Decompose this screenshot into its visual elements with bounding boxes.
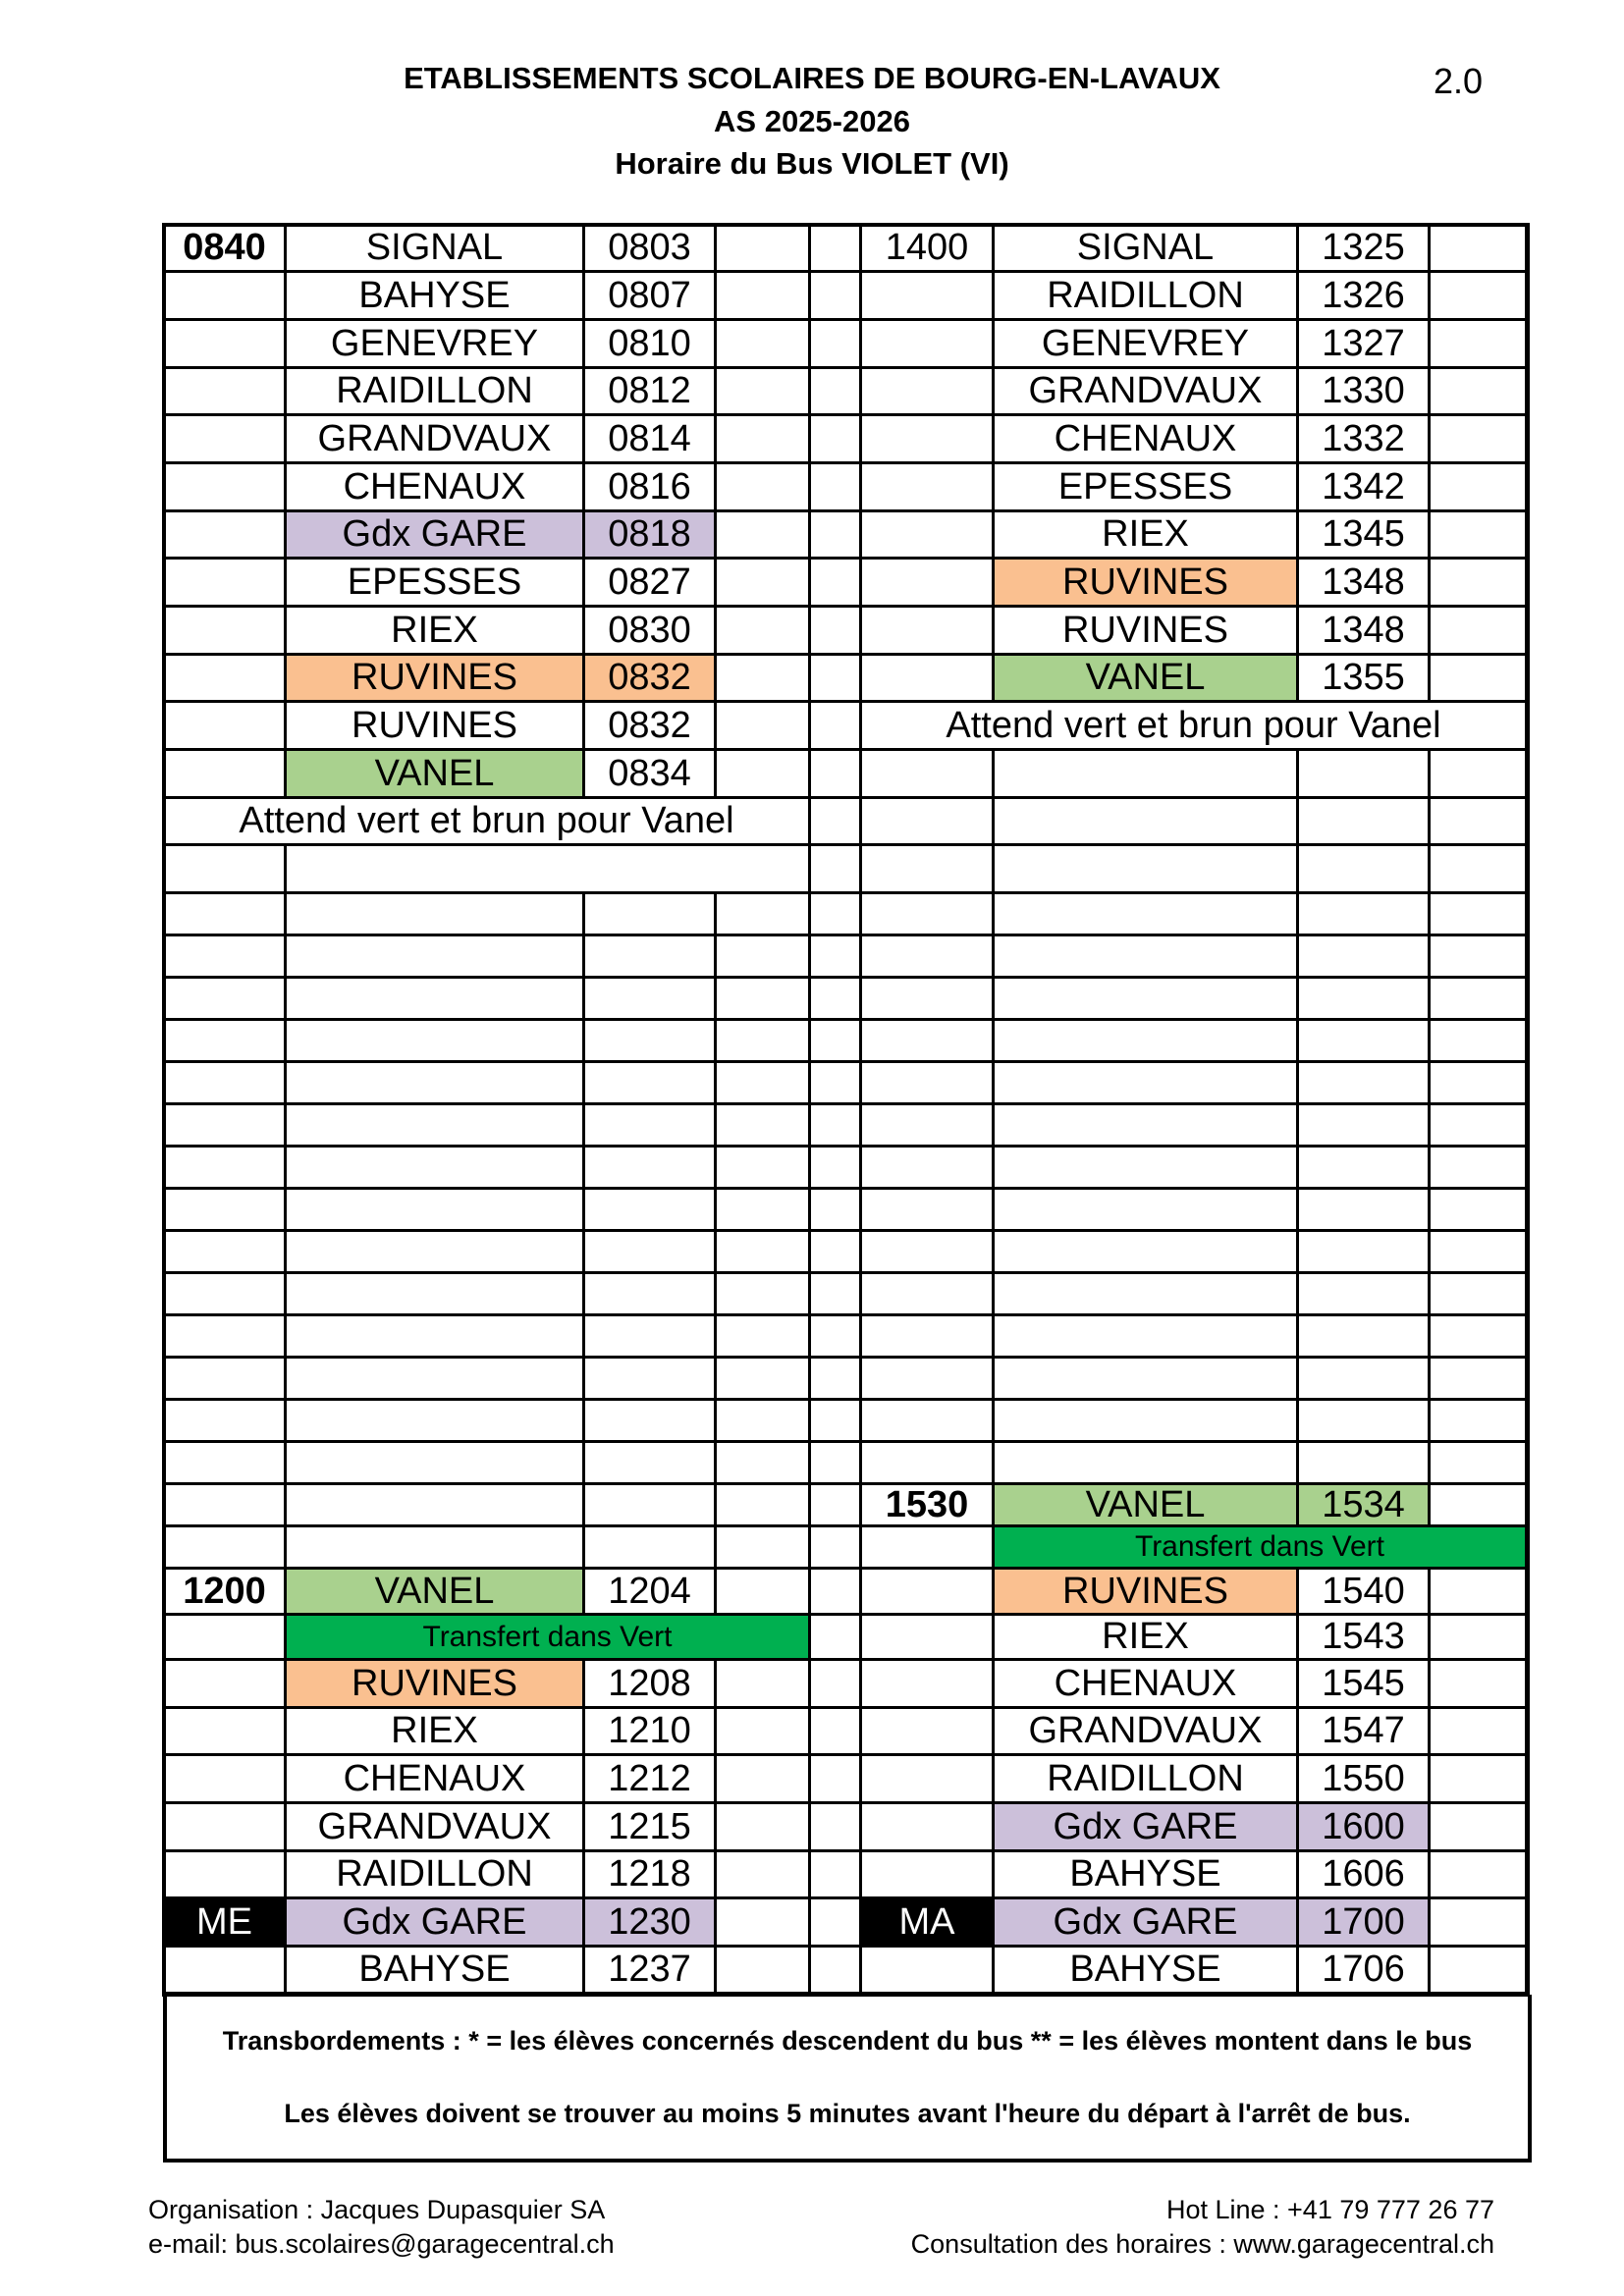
arrival-note: Les élèves doivent se trouver au moins 5 minutes avant l'heure du départ à l'arrêt de bus. bbox=[284, 2099, 1411, 2128]
stop-time: 1700 bbox=[1299, 1899, 1431, 1948]
stop-time: 1534 bbox=[1299, 1485, 1431, 1527]
stop-name: Gdx GARE bbox=[995, 1804, 1299, 1852]
stop-name: Gdx GARE bbox=[995, 1899, 1299, 1948]
stop-time: 1327 bbox=[1299, 321, 1431, 369]
stop-time: 0830 bbox=[585, 608, 717, 656]
timetable-border bbox=[162, 223, 1530, 1997]
stop-time: 1237 bbox=[585, 1948, 717, 1995]
stop-time: 0832 bbox=[585, 703, 717, 751]
footer-hotline: Hot Line : +41 79 777 26 77 bbox=[1165, 2195, 1494, 2224]
stop-time: 1215 bbox=[585, 1804, 717, 1852]
transfer-bar: Transfert dans Vert bbox=[287, 1616, 811, 1661]
stop-name: RUVINES bbox=[287, 1661, 585, 1709]
stop-time: 1325 bbox=[1299, 226, 1431, 273]
stop-name: GRANDVAUX bbox=[995, 369, 1299, 416]
stop-time: 1540 bbox=[1299, 1570, 1431, 1616]
stop-name: RIEX bbox=[287, 608, 585, 656]
footer-organisation: Organisation : Jacques Dupasquier SA bbox=[148, 2195, 606, 2224]
stop-time: 1218 bbox=[585, 1852, 717, 1899]
stop-name: EPESSES bbox=[287, 560, 585, 608]
page-title: ETABLISSEMENTS SCOLAIRES DE BOURG-EN-LAVAUX bbox=[404, 61, 1220, 95]
stop-time: 1345 bbox=[1299, 512, 1431, 560]
stop-name: RAIDILLON bbox=[287, 369, 585, 416]
stop-time: 1547 bbox=[1299, 1709, 1431, 1756]
stop-time: 1330 bbox=[1299, 369, 1431, 416]
stop-name: EPESSES bbox=[995, 464, 1299, 512]
stop-time: 1342 bbox=[1299, 464, 1431, 512]
stop-name: GENEVREY bbox=[287, 321, 585, 369]
stop-time: 0816 bbox=[585, 464, 717, 512]
stop-name: GENEVREY bbox=[995, 321, 1299, 369]
stop-name: RAIDILLON bbox=[287, 1852, 585, 1899]
departure-time: 1200 bbox=[165, 1570, 287, 1616]
stop-name: CHENAUX bbox=[287, 1756, 585, 1804]
stop-name: RAIDILLON bbox=[995, 1756, 1299, 1804]
stop-name: BAHYSE bbox=[995, 1852, 1299, 1899]
stop-name: CHENAUX bbox=[287, 464, 585, 512]
stop-time: 1208 bbox=[585, 1661, 717, 1709]
stop-time: 1348 bbox=[1299, 608, 1431, 656]
stop-name: BAHYSE bbox=[287, 273, 585, 321]
stop-time: 1348 bbox=[1299, 560, 1431, 608]
stop-name: Gdx GARE bbox=[287, 1899, 585, 1948]
stop-name: RIEX bbox=[995, 1616, 1299, 1661]
wait-note: Attend vert et brun pour Vanel bbox=[165, 799, 811, 846]
stop-time: 0814 bbox=[585, 416, 717, 464]
stop-name: RUVINES bbox=[287, 656, 585, 703]
stop-time: 0818 bbox=[585, 512, 717, 560]
stop-time: 0807 bbox=[585, 273, 717, 321]
stop-name: RIEX bbox=[995, 512, 1299, 560]
stop-name: Gdx GARE bbox=[287, 512, 585, 560]
stop-name: CHENAUX bbox=[995, 416, 1299, 464]
stop-time: 0832 bbox=[585, 656, 717, 703]
stop-name: RUVINES bbox=[995, 560, 1299, 608]
stop-time: 1230 bbox=[585, 1899, 717, 1948]
stop-time: 1210 bbox=[585, 1709, 717, 1756]
stop-time: 1600 bbox=[1299, 1804, 1431, 1852]
stop-time: 0812 bbox=[585, 369, 717, 416]
stop-name: RAIDILLON bbox=[995, 273, 1299, 321]
stop-name: VANEL bbox=[995, 1485, 1299, 1527]
stop-name: CHENAUX bbox=[995, 1661, 1299, 1709]
stop-name: VANEL bbox=[287, 1570, 585, 1616]
school-year: AS 2025-2026 bbox=[714, 104, 910, 138]
stop-name: VANEL bbox=[287, 751, 585, 799]
footer-consultation: Consultation des horaires : www.garagecentral.ch bbox=[910, 2229, 1494, 2259]
stop-time: 1212 bbox=[585, 1756, 717, 1804]
stop-time: 1543 bbox=[1299, 1616, 1431, 1661]
stop-name: SIGNAL bbox=[995, 226, 1299, 273]
stop-time: 0827 bbox=[585, 560, 717, 608]
stop-name: RUVINES bbox=[995, 608, 1299, 656]
stop-time: 1545 bbox=[1299, 1661, 1431, 1709]
stop-name: RUVINES bbox=[995, 1570, 1299, 1616]
departure-time: 1530 bbox=[862, 1485, 995, 1527]
page-subtitle: Horaire du Bus VIOLET (VI) bbox=[615, 146, 1009, 181]
departure-time: 1400 bbox=[862, 226, 995, 273]
stop-time: 1326 bbox=[1299, 273, 1431, 321]
stop-time: 1550 bbox=[1299, 1756, 1431, 1804]
stop-time: 0810 bbox=[585, 321, 717, 369]
stop-time: 1606 bbox=[1299, 1852, 1431, 1899]
stop-name: BAHYSE bbox=[995, 1948, 1299, 1995]
day-label: MA bbox=[862, 1899, 995, 1948]
stop-name: GRANDVAUX bbox=[287, 1804, 585, 1852]
transfer-bar: Transfert dans Vert bbox=[995, 1527, 1528, 1570]
stop-name: RIEX bbox=[287, 1709, 585, 1756]
version-number: 2.0 bbox=[1434, 61, 1484, 101]
stop-name: VANEL bbox=[995, 656, 1299, 703]
footer-email: e-mail: bus.scolaires@garagecentral.ch bbox=[148, 2229, 615, 2259]
stop-name: SIGNAL bbox=[287, 226, 585, 273]
stop-time: 1355 bbox=[1299, 656, 1431, 703]
departure-time: 0840 bbox=[165, 226, 287, 273]
stop-time: 0834 bbox=[585, 751, 717, 799]
stop-time: 1204 bbox=[585, 1570, 717, 1616]
stop-name: BAHYSE bbox=[287, 1948, 585, 1995]
stop-time: 1706 bbox=[1299, 1948, 1431, 1995]
wait-note: Attend vert et brun pour Vanel bbox=[862, 703, 1528, 751]
stop-name: RUVINES bbox=[287, 703, 585, 751]
transfer-note: Transbordements : * = les élèves concernés descendent du bus ** = les élèves montent dans le bus bbox=[222, 2026, 1473, 2056]
stop-name: GRANDVAUX bbox=[995, 1709, 1299, 1756]
stop-time: 0803 bbox=[585, 226, 717, 273]
notes-box bbox=[163, 1995, 1532, 2163]
stop-name: GRANDVAUX bbox=[287, 416, 585, 464]
day-label: ME bbox=[165, 1899, 287, 1948]
stop-time: 1332 bbox=[1299, 416, 1431, 464]
